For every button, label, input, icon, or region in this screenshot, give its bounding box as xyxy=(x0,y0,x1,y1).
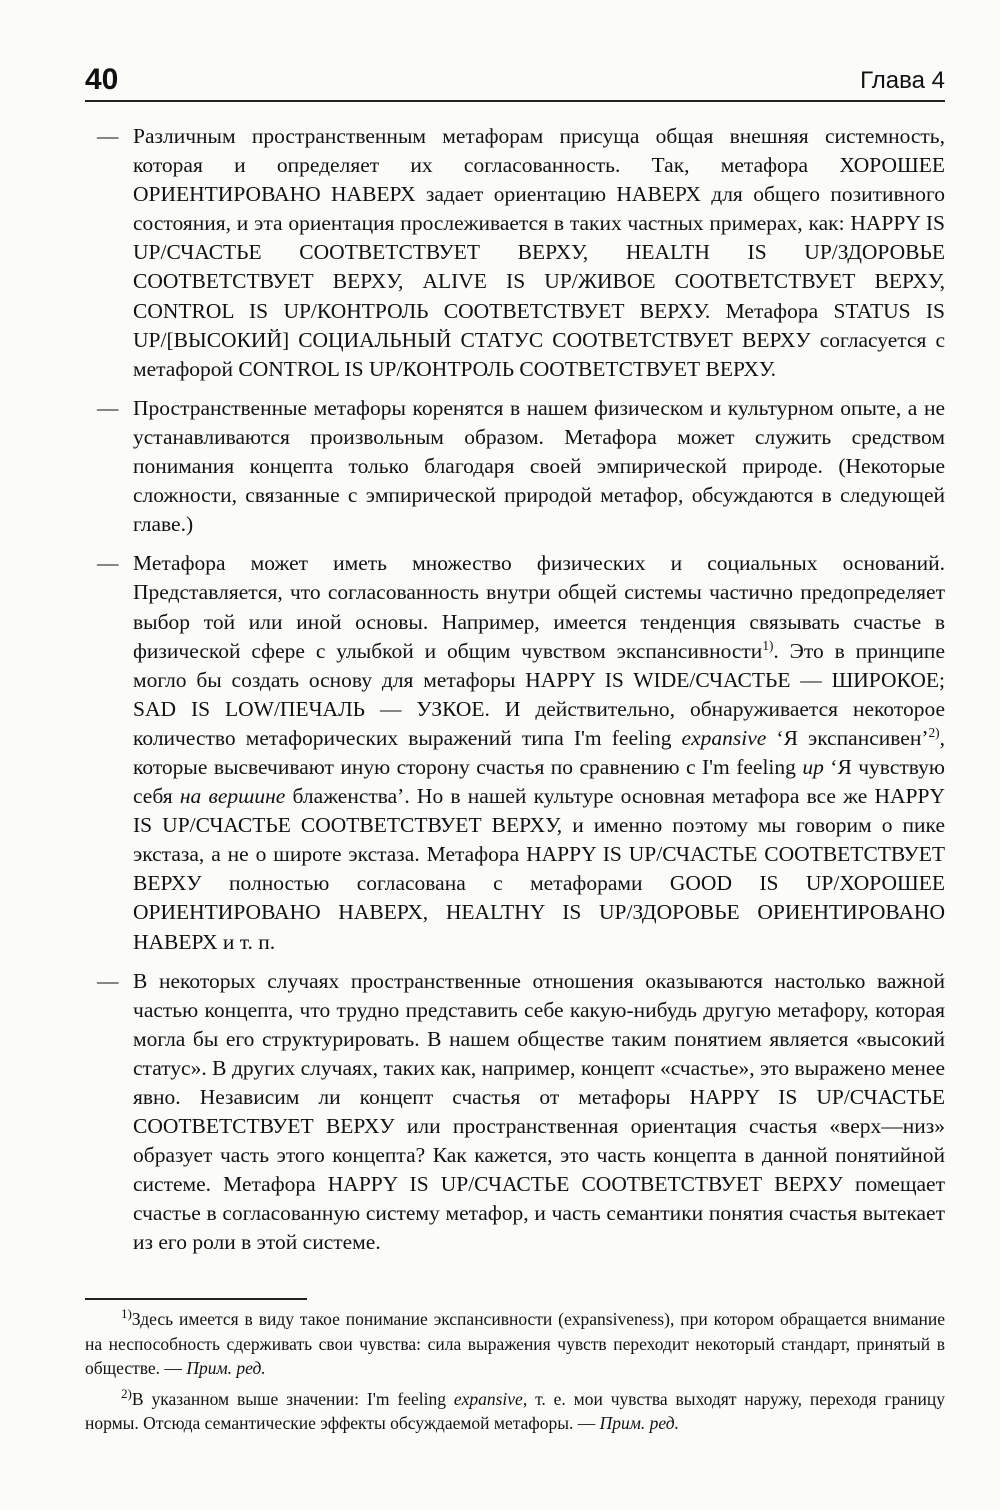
paragraph-1: Различным пространственным метафорам присуща общая внешняя системность, которая и определяет их согласованность. Так, метафора ХОРОШЕЕ ОРИЕНТИРОВАНО НАВЕРХ задает ориентацию НАВЕРХ для общего позитивного состояния, и эта ориентация прослеживается в таких частных примерах, как: HAPPY IS UP/СЧАСТЬЕ СООТВЕТСТВУЕТ ВЕРХУ, HEALTH IS UP/ЗДОРОВЬЕ СООТВЕТСТВУЕТ ВЕРХУ, ALIVE IS UP/ЖИВОЕ СООТВЕТСТВУЕТ ВЕРХУ, CONTROL IS UP/КОНТРОЛЬ СООТВЕТСТВУЕТ ВЕРХУ. Метафора STATUS IS UP/[ВЫСОКИЙ] СОЦИАЛЬНЫЙ СТАТУС СООТВЕТСТВУЕТ ВЕРХУ согласуется с метафорой CONTROL IS UP/КОНТРОЛЬ СООТВЕТСТВУЕТ ВЕРХУ. xyxy=(133,124,945,381)
header-rule xyxy=(85,100,945,102)
dash-bullet: — xyxy=(97,968,119,993)
footnote-mark: 2) xyxy=(121,1385,132,1401)
dash-bullet: — xyxy=(97,124,119,148)
dash-bullet: — xyxy=(97,551,119,576)
paragraph-3-part: , которые высвечивают иную сторону счастья по сравнению с I'm feeling xyxy=(133,725,945,779)
paragraph-3-part: блаженства’. Но в нашей культуре основная метафора все же HAPPY IS UP/СЧАСТЬЕ СООТВЕТСТВУЕТ ВЕРХУ, и именно поэтому мы говорим о пике экстаза, а не о широте экстаза. Метафора HAPPY IS UP/СЧАСТЬЕ СООТВЕТСТВУЕТ ВЕРХУ полностью согласована с метафорами GOOD IS UP/ХОРОШЕЕ ОРИЕНТИРОВАНО НАВЕРХ, HEALTHY IS UP/ЗДОРОВЬЕ ОРИЕНТИРОВАНО НАВЕРХ и т. п. xyxy=(133,784,946,954)
paragraph-3-part: ‘Я чувствую себя xyxy=(133,754,945,809)
footnote-ref-2[interactable]: 2) xyxy=(928,724,940,740)
footnote-text: , т. е. мои чувства выходят наружу, переходя границу нормы. Отсюда семантические эффекты обсуждаемой метафоры. — xyxy=(85,1388,945,1433)
chapter-title: Глава 4 xyxy=(860,67,945,94)
footnote-text: В указанном выше значении: I'm feeling xyxy=(131,1388,454,1409)
page-number: 40 xyxy=(85,63,119,96)
footnote-mark: 1) xyxy=(121,1306,132,1322)
list-item xyxy=(85,549,945,956)
paragraph-2: Пространственные метафоры коренятся в нашем физическом и культурном опыте, а не устанавливаются произвольным образом. Метафора может служить средством понимания концепта только благодаря своей эмпирической природе. (Некоторые сложности, связанные с эмпирической природой метафор, обсуждаются в следующей главе.) xyxy=(133,395,945,537)
dash-bullet: — xyxy=(97,395,119,420)
paragraph-4: В некоторых случаях пространственные отношения оказываются настолько важной частью концепта, что трудно представить себе какую-нибудь другую метафору, которая могла бы его структурировать. В нашем обществе таким понятием является «высокий статус». В других случаях, таких как, например, концепт «счастье», это выражено менее явно. Независим ли концепт счастья от метафоры HAPPY IS UP/СЧАСТЬЕ СООТВЕТСТВУЕТ ВЕРХУ или пространственная ориентация счастья «верх—низ» образует часть этого концепта? Как кажется, это часть концепта в данной понятийной системе. Метафора HAPPY IS UP/СЧАСТЬЕ СООТВЕТСТВУЕТ ВЕРХУ помещает счастье в согласованную систему метафор, и часть семантики понятия счастья вытекает из его роли в этой системе. xyxy=(133,968,945,1255)
italic-term: expansive xyxy=(453,1388,523,1409)
list-item xyxy=(85,394,945,539)
footnote-text: Здесь имеется в виду такое понимание экспансивности (expansiveness), при котором обращается внимание на неспособность сдерживать свои чувства: сила выражения чувств переходит некоторый стандарт, принятый в обществе. — xyxy=(85,1309,945,1378)
italic-term: expansive xyxy=(681,725,767,750)
running-header xyxy=(85,62,945,102)
body-text xyxy=(85,122,945,1268)
footnote-ref-1[interactable]: 1) xyxy=(762,637,774,653)
editor-note: Прим. ред. xyxy=(186,1358,266,1378)
paragraph-3-part: Метафора может иметь множество физических и социальных оснований. Представляется, что согласованность внутри общей системы частично предопределяет выбор той или иной основы. Например, имеется тенденция связывать счастье в физической сфере с улыбкой и общим чувством экспансивности xyxy=(133,551,945,663)
list-item xyxy=(85,122,945,384)
italic-term: на вершине xyxy=(179,784,286,809)
editor-note: Прим. ред. xyxy=(599,1413,679,1433)
footnote-rule xyxy=(85,1298,307,1300)
paragraph-3-part: ‘Я экспансивен’ xyxy=(766,725,929,750)
footnote-1 xyxy=(85,1307,945,1381)
footnotes xyxy=(85,1307,945,1442)
paragraph-3 xyxy=(133,549,945,956)
list-item xyxy=(85,967,945,1258)
italic-term: up xyxy=(802,754,824,779)
footnote-2 xyxy=(85,1387,945,1436)
paragraph-3-part: . Это в принципе могло бы создать основу для метафоры HAPPY IS WIDE/СЧАСТЬЕ — ШИРОКОЕ; SAD IS LOW/ПЕЧАЛЬ — УЗКОЕ. И действительно, обнаруживается некоторое количество метафорических выражений типа I'm feeling xyxy=(133,638,945,750)
